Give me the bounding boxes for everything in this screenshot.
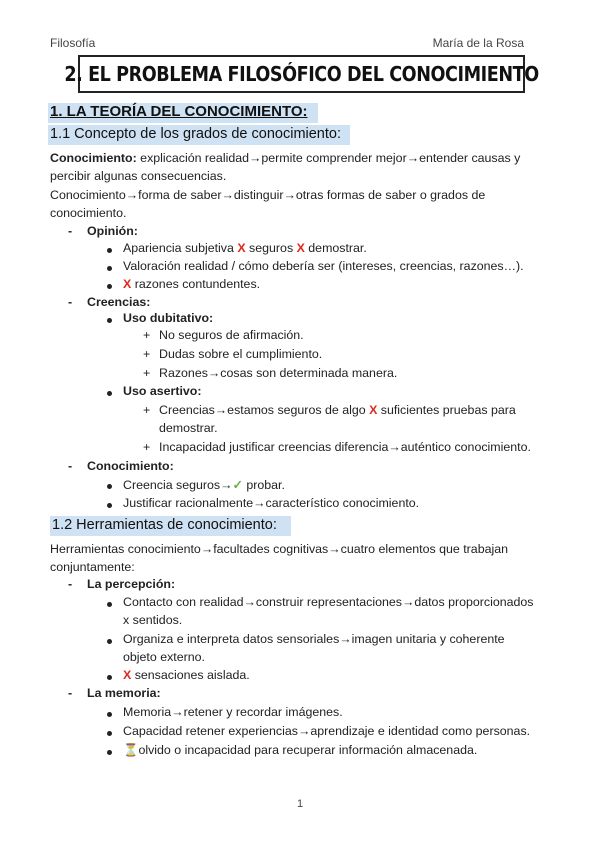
bullet-icon bbox=[107, 503, 112, 508]
bullet-icon bbox=[107, 484, 112, 489]
opinion-label: Opinión: bbox=[87, 224, 138, 238]
definition-text: explicación realidad→permite comprender mejor→entender causas y bbox=[136, 151, 521, 165]
bullet-icon bbox=[107, 266, 112, 271]
dash-marker: - bbox=[68, 459, 73, 473]
bullet-icon bbox=[107, 391, 112, 396]
conocimiento-bullet-1 bbox=[123, 477, 285, 492]
text: Creencias→estamos seguros de algo bbox=[159, 403, 370, 417]
definition-term: Conocimiento: bbox=[50, 151, 137, 165]
percepcion-bullet-2-cont: objeto externo. bbox=[123, 650, 205, 664]
text: probar. bbox=[242, 478, 285, 492]
text: demostrar. bbox=[304, 241, 367, 255]
bullet-icon bbox=[107, 602, 112, 607]
percepcion-label: La percepción: bbox=[87, 577, 176, 591]
creencias-label: Creencias: bbox=[87, 295, 151, 309]
page-number: 1 bbox=[296, 798, 304, 810]
plus-icon: + bbox=[143, 366, 151, 380]
list-item: Incapacidad justificar creencias diferencia→auténtico conocimiento. bbox=[159, 440, 531, 454]
plus-icon: + bbox=[143, 347, 151, 361]
memoria-bullet-3 bbox=[123, 743, 477, 758]
dash-marker: - bbox=[68, 224, 73, 238]
bullet-icon bbox=[107, 712, 112, 717]
list-item: Dudas sobre el cumplimiento. bbox=[159, 347, 323, 361]
subsection-heading-2: 1.2 Herramientas de conocimiento: bbox=[52, 517, 277, 533]
text: sensaciones aislada. bbox=[131, 668, 250, 682]
cross-icon: X bbox=[123, 277, 132, 291]
paragraph-line-1: Conocimiento→forma de saber→distinguir→otras formas de saber o grados de bbox=[50, 188, 486, 202]
percepcion-bullet-1-cont: x sentidos. bbox=[123, 613, 183, 627]
text: suficientes pruebas para bbox=[377, 403, 516, 417]
dash-marker: - bbox=[68, 577, 73, 591]
opinion-bullet-1 bbox=[123, 241, 367, 255]
memoria-label: La memoria: bbox=[87, 686, 161, 700]
plus-icon: + bbox=[143, 403, 151, 417]
section-heading: 1. LA TEORÍA DEL CONOCIMIENTO: bbox=[50, 103, 308, 120]
hourglass-icon: ⏳ bbox=[123, 743, 139, 757]
conocimiento-label: Conocimiento: bbox=[87, 459, 174, 473]
bullet-icon bbox=[107, 318, 112, 323]
paragraph-line-1: Herramientas conocimiento→facultades cognitivas→cuatro elementos que trabajan bbox=[50, 542, 509, 556]
paragraph-line-2: conocimiento. bbox=[50, 206, 127, 220]
memoria-bullet-2: Capacidad retener experiencias→aprendizaje e identidad como personas. bbox=[123, 724, 531, 738]
title-box bbox=[64, 55, 539, 93]
uso-asertivo-label: Uso asertivo: bbox=[123, 384, 202, 398]
plus-icon: + bbox=[143, 440, 151, 454]
definition-line-2: percibir algunas consecuencias. bbox=[50, 169, 227, 183]
page-title: 2. EL PROBLEMA FILOSÓFICO DEL CONOCIMIENTO bbox=[64, 62, 539, 86]
percepcion-bullet-1: Contacto con realidad→construir representaciones→datos proporcionados bbox=[123, 595, 534, 609]
percepcion-bullet-2: Organiza e interpreta datos sensoriales→imagen unitaria y coherente bbox=[123, 632, 505, 646]
bullet-icon bbox=[107, 248, 112, 253]
cross-icon: X bbox=[369, 403, 378, 417]
conocimiento-bullet-2: Justificar racionalmente→característico conocimiento. bbox=[123, 496, 420, 510]
bullet-icon bbox=[107, 731, 112, 736]
bullet-icon bbox=[107, 675, 112, 680]
bullet-icon bbox=[107, 639, 112, 644]
text: seguros bbox=[245, 241, 297, 255]
paragraph-line-2: conjuntamente: bbox=[50, 560, 135, 574]
plus-icon: + bbox=[143, 328, 151, 342]
percepcion-bullet-3 bbox=[123, 668, 250, 682]
dash-marker: - bbox=[68, 295, 73, 309]
opinion-bullet-3 bbox=[123, 277, 260, 291]
header-author: María de la Rosa bbox=[432, 36, 524, 50]
text: olvido o incapacidad para recuperar información almacenada. bbox=[138, 743, 478, 757]
bullet-icon bbox=[107, 284, 112, 289]
list-item-continued: demostrar. bbox=[159, 421, 218, 435]
uso-dubitativo-label: Uso dubitativo: bbox=[123, 311, 214, 325]
memoria-bullet-1: Memoria→retener y recordar imágenes. bbox=[123, 705, 343, 719]
subsection-heading-1: 1.1 Concepto de los grados de conocimiento: bbox=[50, 126, 341, 142]
header-subject: Filosofía bbox=[50, 36, 96, 50]
checkmark-icon: ✓ bbox=[232, 478, 243, 492]
cross-icon: X bbox=[237, 241, 246, 255]
text: Apariencia subjetiva bbox=[123, 241, 238, 255]
list-item: Razones→cosas son determinada manera. bbox=[159, 366, 398, 380]
list-item bbox=[159, 403, 516, 417]
bullet-icon bbox=[107, 750, 112, 755]
text: Creencia seguros→ bbox=[123, 478, 233, 492]
list-item: No seguros de afirmación. bbox=[159, 328, 304, 342]
definition-line-1 bbox=[50, 151, 520, 165]
cross-icon: X bbox=[296, 241, 305, 255]
cross-icon: X bbox=[123, 668, 132, 682]
text: razones contundentes. bbox=[131, 277, 261, 291]
dash-marker: - bbox=[68, 686, 73, 700]
opinion-bullet-2: Valoración realidad / cómo debería ser (intereses, creencias, razones…). bbox=[123, 259, 524, 273]
